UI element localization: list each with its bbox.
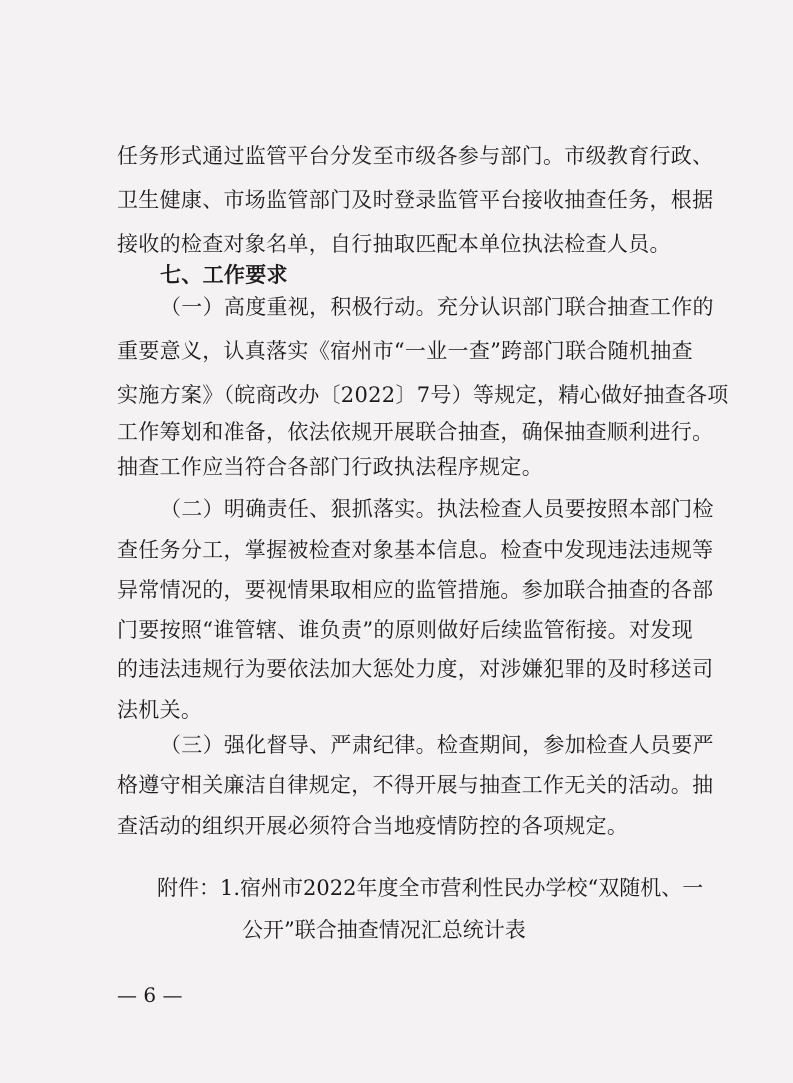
para2-line: （二）明确责任、狠抓落实。执法检查人员要按照本部门检 xyxy=(160,497,714,521)
page-number: — 6 — xyxy=(117,983,183,1007)
para1-line: 实施方案》（皖商改办〔2022〕7号）等规定，精心做好抽查各项 xyxy=(117,383,729,407)
para3-line: 格遵守相关廉洁自律规定，不得开展与抽查工作无关的活动。抽 xyxy=(117,773,714,797)
para2-line: 门要按照“谁管辖、谁负责”的原则做好后续监管衔接。对发现 xyxy=(117,618,693,642)
body-line: 卫生健康、市场监管部门及时登录监管平台接收抽查任务，根据 xyxy=(117,188,714,212)
para2-line: 查任务分工，掌握被检查对象基本信息。检查中发现违法违规等 xyxy=(117,538,714,562)
para2-line: 异常情况的，要视情果取相应的监管措施。参加联合抽查的各部 xyxy=(117,578,714,602)
para3-line: 查活动的组织开展必须符合当地疫情防控的各项规定。 xyxy=(117,814,629,838)
para1-line: 抽查工作应当符合各部门行政执法程序规定。 xyxy=(117,455,543,479)
para1-line: （一）高度重视，积极行动。充分认识部门联合抽查工作的 xyxy=(160,295,714,319)
para2-line: 的违法违规行为要依法加大惩处力度，对涉嫌犯罪的及时移送司 xyxy=(117,657,714,681)
body-line: 接收的检查对象名单，自行抽取匹配本单位执法检查人员。 xyxy=(117,232,671,256)
para1-line: 工作筹划和准备，依法依规开展联合抽查，确保抽查顺利进行。 xyxy=(117,420,714,444)
attachment-line: 公开”联合抽查情况汇总统计表 xyxy=(242,918,526,942)
para1-line: 重要意义，认真落实《宿州市“一业一查”跨部门联合随机抽查 xyxy=(117,339,693,363)
para2-line: 法机关。 xyxy=(117,698,203,722)
attachment-line: 附件：1.宿州市2022年度全市营利性民办学校“双随机、一 xyxy=(157,876,704,900)
para3-line: （三）强化督导、严肃纪律。检查期间，参加检查人员要严 xyxy=(160,733,714,757)
body-line: 任务形式通过监管平台分发至市级各参与部门。市级教育行政、 xyxy=(117,144,714,168)
section-heading: 七、工作要求 xyxy=(160,263,288,287)
